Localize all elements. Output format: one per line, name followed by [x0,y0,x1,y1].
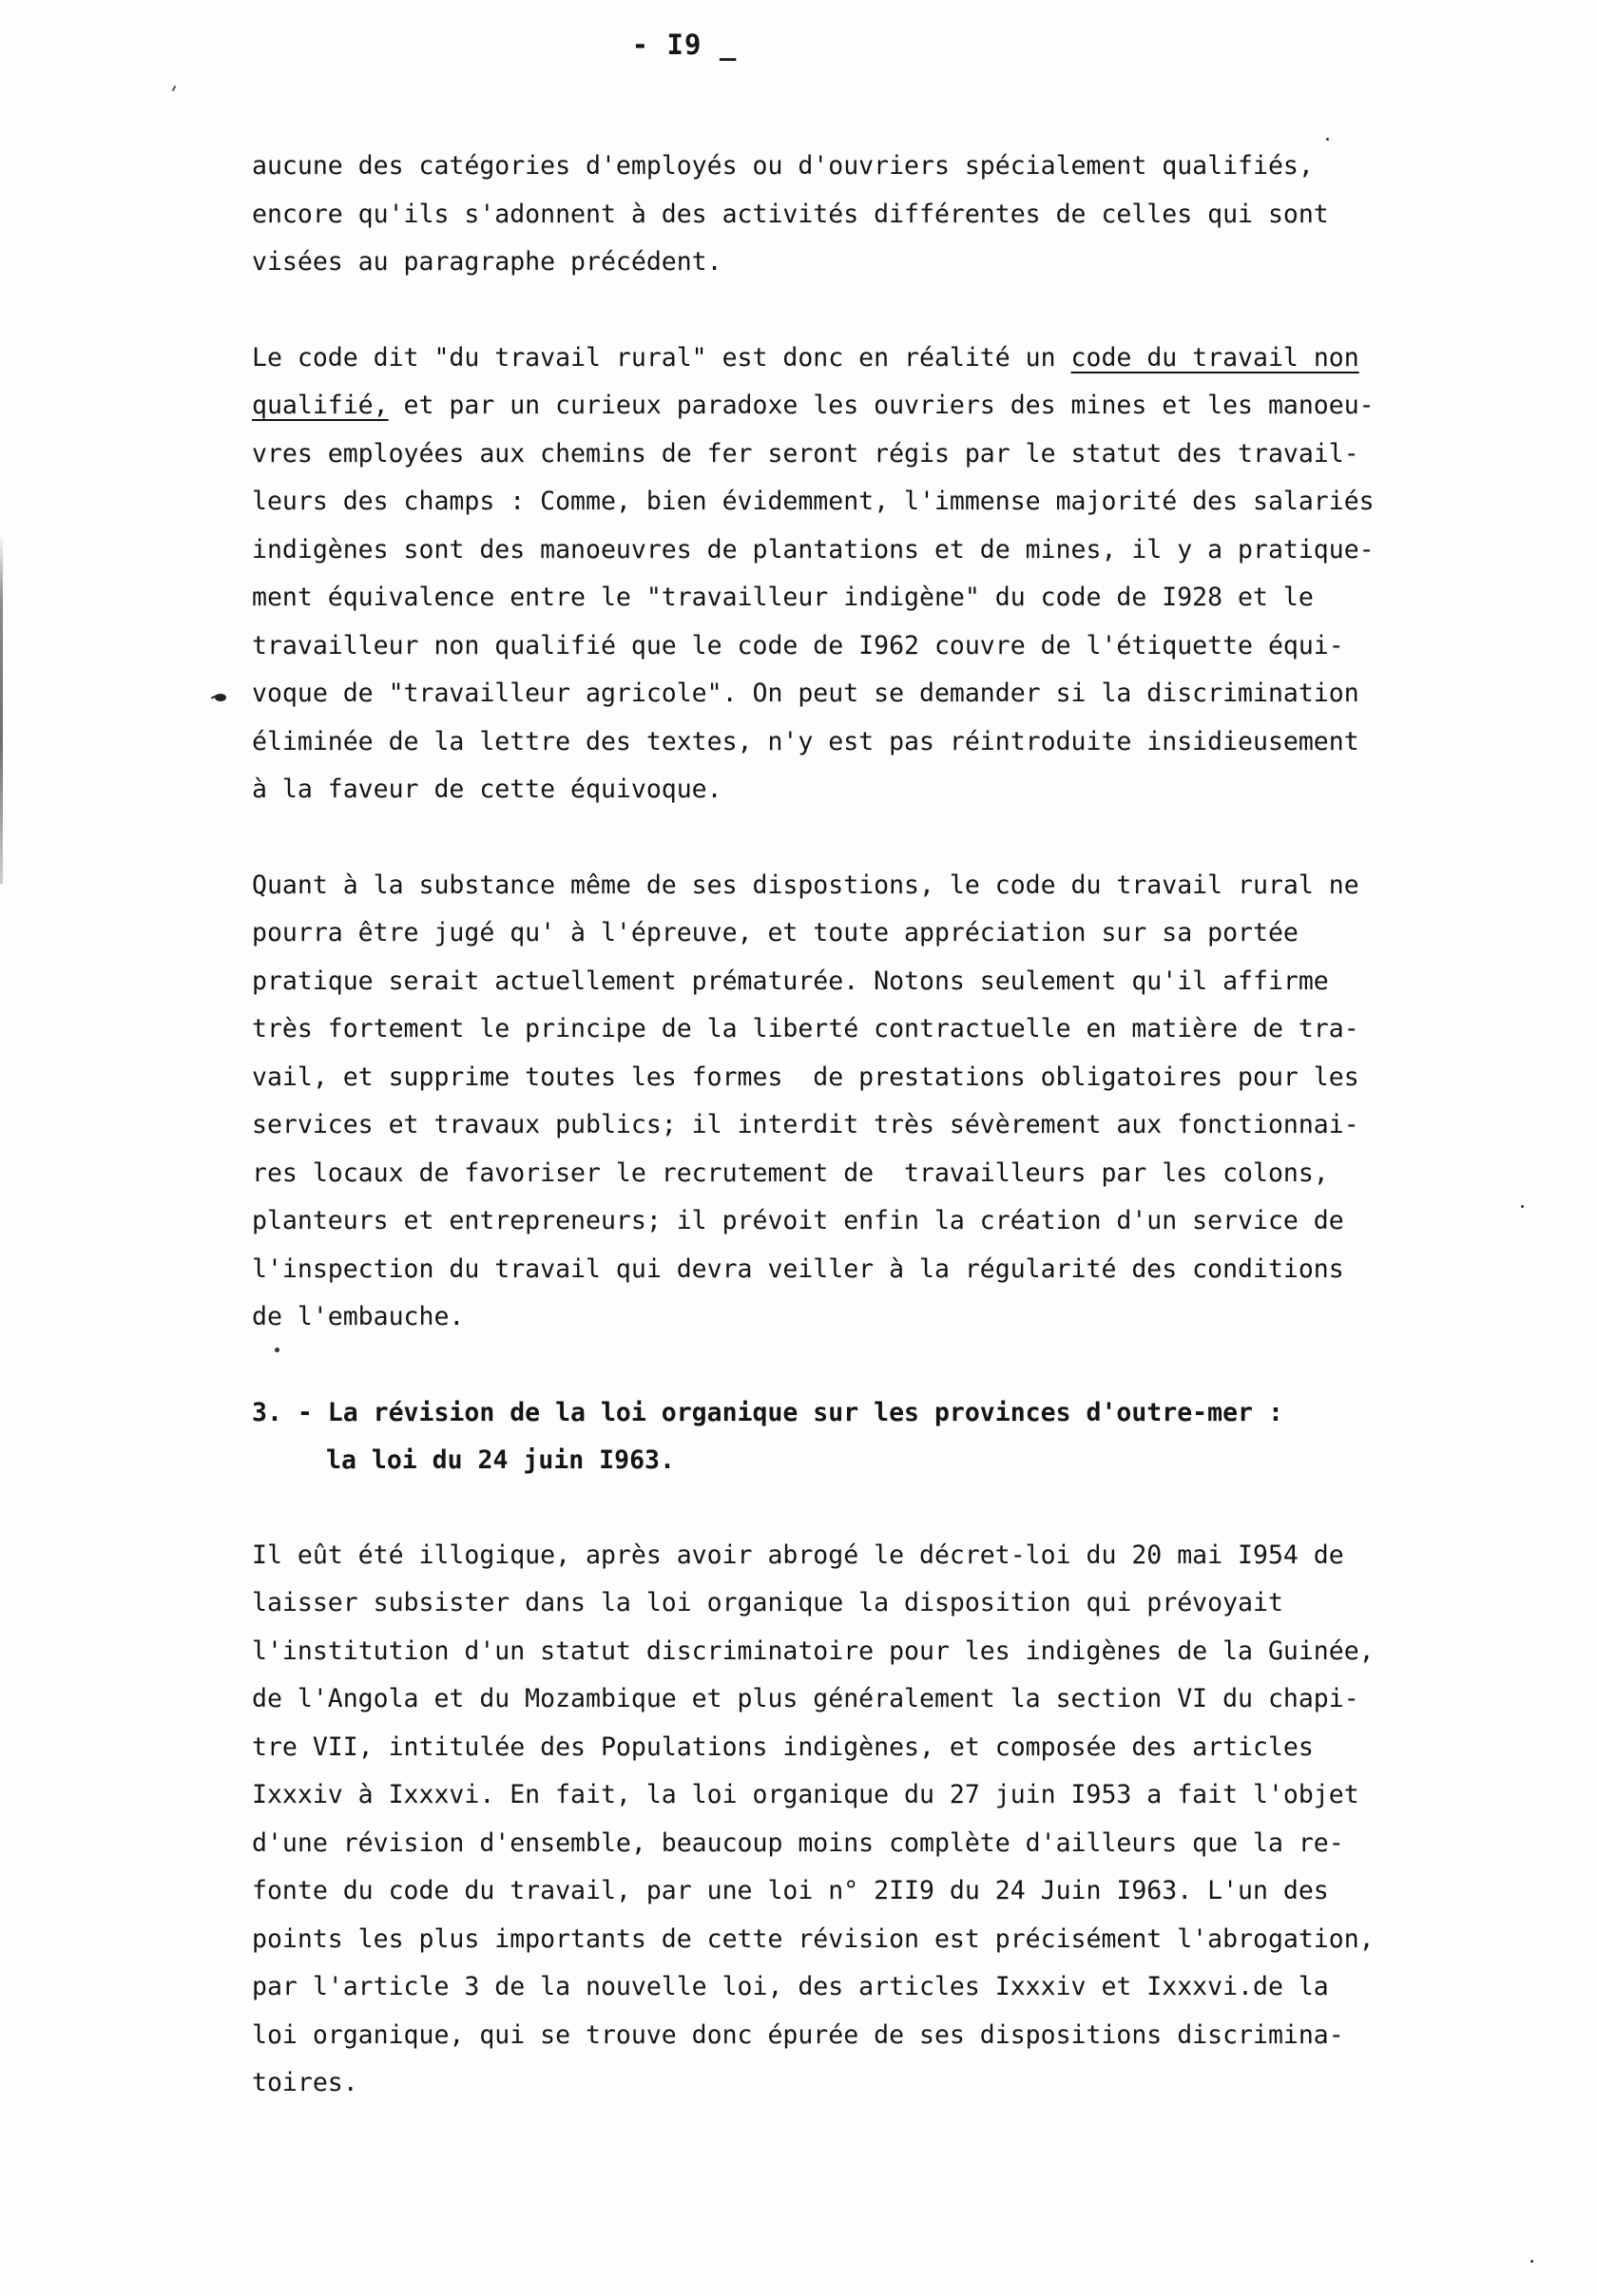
text-line: l'inspection du travail qui devra veiller à la régularité des conditions [252,1253,1344,1284]
text-line: visées au paragraphe précédent. [252,247,722,277]
text-line: Ixxxiv à Ixxxvi. En fait, la loi organique du 27 juin I953 a fait l'objet [252,1780,1359,1809]
document-body [252,143,1564,2108]
paragraph-gap [252,1342,1564,1389]
text-line: pratique serait actuellement prématurée. Notons seulement qu'il affirme [252,966,1329,996]
text-line: vres employées aux chemins de fer seront régis par le statut des travail- [252,438,1359,469]
text-line: l'institution d'un statut discriminatoire pour les indigènes de la Guinée, [252,1636,1375,1666]
paragraph-substance [252,862,1564,1342]
section-heading-line: 3. - La révision de la loi organique sur les provinces d'outre-mer : [252,1397,1283,1427]
text-line: loi organique, qui se trouve donc épurée de ses dispositions discrimina- [252,2019,1344,2050]
text-line: fonte du code du travail, par une loi n° 2II9 du 24 Juin I963. L'un des [252,1876,1329,1905]
scan-speck [1326,138,1329,141]
text-line: res locaux de favoriser le recrutement de travailleurs par les colons, [252,1158,1329,1188]
section-heading-subline: la loi du 24 juin I963. [326,1445,675,1475]
section-heading [252,1389,1564,1484]
text-line: très fortement le principe de la liberté contractuelle en matière de tra- [252,1014,1359,1043]
paragraph-code-rural [252,335,1564,814]
underlined-phrase: qualifié, [252,391,389,420]
text-line: par l'article 3 de la nouvelle loi, des articles Ixxxiv et Ixxxvi.de la [252,1972,1329,2001]
paragraph-gap [252,287,1564,335]
text-line: planteurs et entrepreneurs; il prévoit enfin la création d'un service de [252,1206,1344,1235]
text-line: toires. [252,2068,358,2097]
text-segment: Le code dit "du travail rural" est donc en réalité un [252,342,1071,373]
text-line: de l'Angola et du Mozambique et plus généralement la section VI du chapi- [252,1684,1359,1713]
text-line: laisser subsister dans la loi organique la disposition qui prévoyait [252,1588,1283,1617]
paragraph-continuation [252,143,1564,287]
text-line: encore qu'ils s'adonnent à des activités différentes de celles qui sont [252,199,1329,229]
text-line: indigènes sont des manoeuvres de plantations et de mines, il y a pratique- [252,534,1375,564]
underlined-phrase: code du travail non [1070,342,1359,373]
text-line: aucune des catégories d'employés ou d'ouvriers spécialement qualifiés, [252,151,1314,181]
text-line: Quant à la substance même de ses dispostions, le code du travail rural ne [252,870,1359,900]
text-line: vail, et supprime toutes les formes de prestations obligatoires pour les [252,1062,1359,1092]
text-line: ment équivalence entre le "travailleur indigène" du code de I928 et le [252,583,1314,612]
paragraph-loi-organique [252,1532,1564,2108]
text-line-with-underline [252,335,1564,383]
text-line: Il eût été illogique, après avoir abrogé le décret-loi du 20 mai I954 de [252,1540,1344,1570]
text-line: d'une révision d'ensemble, beaucoup moins complète d'ailleurs que la re- [252,1827,1344,1858]
text-line: services et travaux publics; il interdit très sévèrement aux fonctionnai- [252,1110,1359,1139]
paragraph-gap [252,814,1564,862]
text-line: tre VII, intitulée des Populations indigènes, et composée des articles [252,1732,1314,1762]
text-line: à la faveur de cette équivoque. [252,775,722,804]
text-line: leurs des champs : Comme, bien évidemment, l'immense majorité des salariés [252,487,1375,516]
scan-edge-shadow [0,532,3,884]
text-line: pourra être jugé qu' à l'épreuve, et toute appréciation sur sa portée [252,918,1299,947]
text-line: voque de "travailleur agricole". On peut se demander si la discrimination [252,679,1359,708]
paragraph-gap [252,1484,1564,1532]
text-line: travailleur non qualifié que le code de I962 couvre de l'étiquette équi- [252,630,1344,660]
text-line: éliminée de la lettre des textes, n'y est pas réintroduite insidieusement [252,726,1359,756]
text-line: de l'embauche. [252,1302,465,1331]
scan-speck [1530,2260,1533,2263]
text-line-with-underline [252,382,1564,430]
text-segment: et par un curieux paradoxe les ouvriers des mines et les manoeu- [388,391,1375,420]
scan-speck [172,86,177,91]
page-number: - I9 _ [631,29,738,61]
text-line: points les plus importants de cette révision est précisément l'abrogation, [252,1923,1375,1954]
